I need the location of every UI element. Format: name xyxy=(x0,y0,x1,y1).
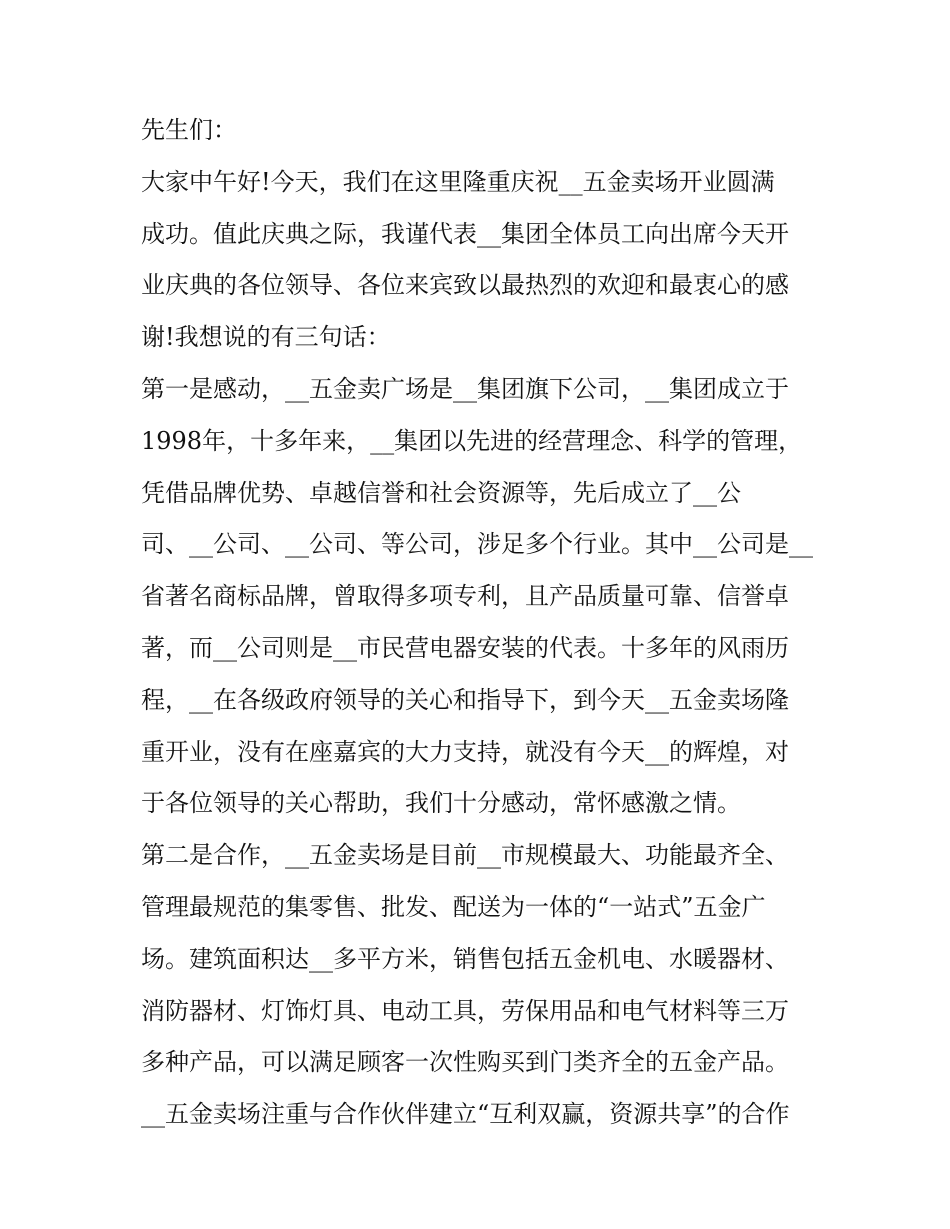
text-line: 成功。值此庆典之际，我谨代表__集团全体员工向出席今天开 xyxy=(141,219,789,248)
text-line: 大家中午好!今天，我们在这里隆重庆祝__五金卖场开业圆满 xyxy=(141,167,775,196)
speech-text-block xyxy=(141,105,821,1141)
text-line: 谢!我想说的有三句话： xyxy=(141,323,391,352)
text-line: 著，而__公司则是__市民营电器安装的代表。十多年的风雨历 xyxy=(141,633,789,662)
text-line: 程，__在各级政府领导的关心和指导下，到今天__五金卖场隆 xyxy=(141,685,789,714)
text-line: 场。建筑面积达__多平方米，销售包括五金机电、水暖器材、 xyxy=(141,944,789,973)
text-line: __五金卖场注重与合作伙伴建立“互利双赢，资源共享”的合作 xyxy=(141,1100,790,1129)
text-line: 省著名商标品牌，曾取得多项专利，且产品质量可靠、信誉卓 xyxy=(141,582,789,611)
text-line: 业庆典的各位领导、各位来宾致以最热烈的欢迎和最衷心的感 xyxy=(141,271,789,300)
text-line: 消防器材、灯饰灯具、电动工具，劳保用品和电气材料等三万 xyxy=(141,996,789,1025)
text-line: 凭借品牌优势、卓越信誉和社会资源等，先后成立了__公 xyxy=(141,478,741,507)
text-line: 司、__公司、__公司、等公司，涉足多个行业。其中__公司是__ xyxy=(141,530,813,559)
text-line: 管理最规范的集零售、批发、配送为一体的“一站式”五金广 xyxy=(141,892,766,921)
text-line: 1998年，十多年来，__集团以先进的经营理念、科学的管理， xyxy=(141,426,803,455)
text-line: 第二是合作，__五金卖场是目前__市规模最大、功能最齐全、 xyxy=(141,841,789,870)
salutation-line: 先生们： xyxy=(141,116,237,144)
text-line: 于各位领导的关心帮助，我们十分感动，常怀感激之情。 xyxy=(141,789,741,818)
text-line: 第一是感动，__五金卖广场是__集团旗下公司，__集团成立于 xyxy=(141,374,789,403)
text-line: 重开业，没有在座嘉宾的大力支持，就没有今天__的辉煌，对 xyxy=(141,737,789,766)
text-line: 多种产品，可以满足顾客一次性购买到门类齐全的五金产品。 xyxy=(141,1048,789,1077)
